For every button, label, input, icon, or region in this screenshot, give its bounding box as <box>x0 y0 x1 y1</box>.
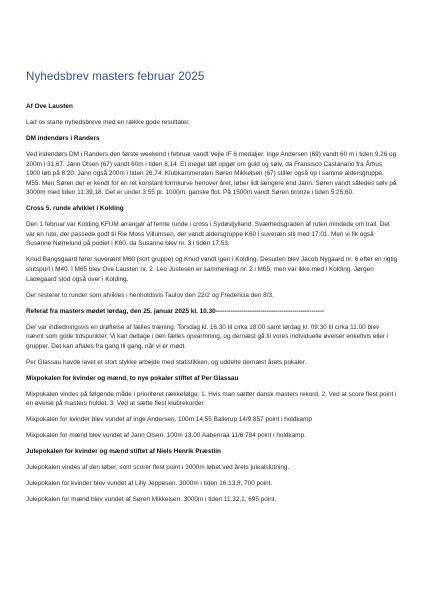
paragraph-dm-randers: Ved indendørs DM i Randers den første weekend i februar vandt Vejle IF 6 medaljer. Inge Andersen (69) vandt 60 m i tiden 9,26 og 200m i 31,67. Jann Olsen (67) vandt 60m i tiden 8,14. Et meget tæt opgør om guld og sølv, da Fransisco Castanario fra Århus 1900 løb på 8:20. Jann også 200m i tiden 26,74. Klubkammeraten Søren Mikkelsen (67) stiller også op i samme aldersgruppe, M55. Men Søren der er kendt for en ret konstant formkurve henover året, løber lidt længere end Jann. Søren vandt således sølv på 3000m med tiden 11:39,18. Det er under 3:55 pr. 1000m, ganske flot. På 1500m vandt Søren bronze i tiden 5:25,60. <box>26 150 397 197</box>
section-heading-cross-kolding: Cross 5. runde afviklet i Kolding <box>26 205 124 213</box>
paragraph-cross-1: Den 1 februar var Kolding KFUM arrangør af femte runde i cross i Sydøstjylland. Sværhedsgraden af ruten mindede om trail. Det var en rute, der passede godt til Rie Moss Villumsen, der vandt aldersgruppe K60 i suveræn stil med 17:01. Men vi fik også Susanne Nørrelund på podiet i K60, da Susanne blev nr. 3 i tiden 17;53. <box>26 221 390 248</box>
intro-paragraph: Lad os starte nyhedsbreve med en række gode resultater. <box>26 118 190 126</box>
paragraph-julepokalen-rules: Julepokalen vindes af den løber, som scorer flest point i 3000m løbet ved årets julealslutning. <box>26 464 290 472</box>
paragraph-cross-2: Knud Bangsgaard fører suverænt M60 (sort gruppe) og Knud vandt igen i Kolding. Desuden blev Jacob Nygaard nr. 6 efter en rigtig slutspurt i M40. I M65 blev Ove Lausten nr. 2. Leo Justesen er sammenlagt nr. 2 i M65, men var ikke med i Kolding. Jørgen Ladegaard stod også over i Kolding. <box>26 256 398 283</box>
section-heading-julepokalen: Julepokalen for kvinder og mænd stiftet af Niels Henrik Præstiin <box>26 448 221 456</box>
page-title: Nyhedsbrev masters februar 2025 <box>26 70 205 83</box>
paragraph-julepokalen-men: Julepokalen for mænd blev vundet af Søren Mikkelsen. 3000m i tiden 11.32,1, 695 point. <box>26 496 277 504</box>
paragraph-mixpokalen-women: Mixpokalen for kvinder blev vundet af Inge Andersen. 100m 14,55 Ballerup 14/9 857 point i holdkamp <box>26 416 312 424</box>
paragraph-mixpokalen-men: Mixpokalen for mænd blev vundet af Jann Olsen. 100m 13.00 Aabenraa 11/6 784 point i holdkamp. <box>26 432 306 440</box>
newsletter-page <box>26 70 398 511</box>
section-heading-mixpokalen: Mixpokalen for kvinder og mænd, to nye pokaler stiftet af Per Glassau <box>26 374 239 382</box>
paragraph-cross-3: Der resterer to runder som afvikles i henholdsvis Taulov den 22/2 og Fredericia den 8/3. <box>26 291 274 299</box>
paragraph-mixpokalen-rules: Mixpokalen vindes på følgende måde i prioriteret rækkefølge: 1. Hvis man sætter dansk masters rekord. 2. Ved at score flest point i en øvelse på masters holdet. 3. Ved at sætte flest klubrekorder. <box>26 390 397 408</box>
paragraph-meeting-2: Per Glassau havde lavet et stort stykke arbejde med statistikken, og uddelte dernæst årets pokaler. <box>26 358 307 366</box>
paragraph-meeting-1: Der var indledningsvis en drøftelse af fælles træning. Torsdag kl. 16:30 til cirka 18:00 samt lørdag kl. 09:30 til cirka 11:00 blev nævnt som gode tidspunkter. Vi kan deltage i den fælles opvarmning, og dernæst gå til vores individuelle øvelser enkeltvis eller i grupper. Det kan aftales fra gang til gang, når vi er mødt. <box>26 323 389 350</box>
byline: Af Ove Lausten <box>26 103 73 110</box>
section-heading-dm-randers: DM indendørs i Randers <box>26 134 100 142</box>
section-heading-meeting-minutes: Referat fra masters mødet lørdag, den 25. januar 2025 kl. 10.30--------------------------------------------------- <box>26 307 325 315</box>
paragraph-julepokalen-women: Julepokalen for kvinder blev vundet af Lilly Jeppesen. 3000m i tiden 16.13,8, 700 point. <box>26 480 273 488</box>
